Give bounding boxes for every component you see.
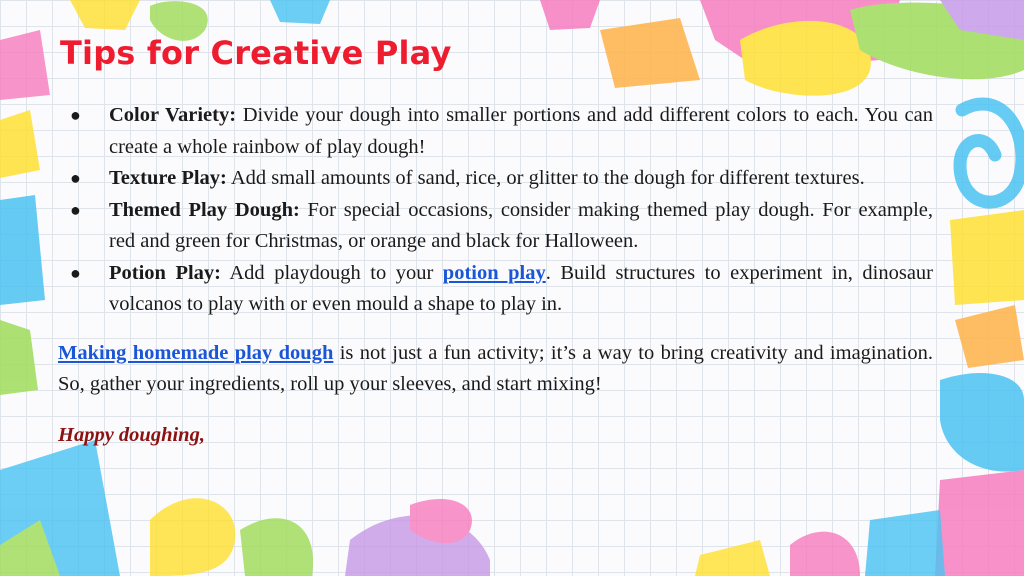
slide-title: Tips for Creative Play <box>60 34 452 72</box>
bottom-scribbles <box>0 440 945 576</box>
tip-term: Themed Play Dough: <box>109 198 300 221</box>
tip-item-texture-play <box>58 163 933 195</box>
slide-content <box>58 100 933 451</box>
right-edge-scribbles <box>935 104 1024 576</box>
tip-text: Add small amounts of sand, rice, or glitter to the dough for different textures. <box>226 167 865 189</box>
tip-term: Texture Play: <box>109 167 227 189</box>
signoff: Happy doughing, <box>58 423 205 446</box>
bullet-icon: ● <box>70 168 81 188</box>
tip-term: Color Variety: <box>109 104 237 126</box>
tip-text: Add playdough to your <box>221 261 443 284</box>
bullet-icon: ● <box>70 262 81 283</box>
tip-text: Divide your dough into smaller portions and add different colors to each. You can create a whole rainbow of play dough! <box>109 104 934 158</box>
tip-item-potion-play <box>58 258 933 321</box>
closing-paragraph <box>58 338 933 401</box>
bullet-icon: ● <box>70 199 81 220</box>
tip-term: Potion Play: <box>109 261 221 284</box>
homemade-play-dough-link[interactable]: Making homemade play dough <box>58 341 334 364</box>
top-right-scribbles <box>540 0 1024 96</box>
tip-item-color-variety <box>58 100 933 163</box>
tip-text: . Build structures to experiment in, dinosaur volcanos to play with or even mould a shape to play in. <box>109 261 933 315</box>
tip-text: For special occasions, consider making themed play dough. For example, red and green for Christmas, or orange and black for Halloween. <box>109 198 934 252</box>
bullet-icon: ● <box>70 105 81 125</box>
left-edge-scribbles <box>0 110 45 395</box>
tips-list <box>58 100 933 321</box>
closing-text: is not just a fun activity; it’s a way to bring creativity and imagination. So, gather your ingredients, roll up your sleeves, and start mixing! <box>58 341 933 395</box>
potion-play-link[interactable]: potion play <box>442 261 546 284</box>
tip-item-themed-play-dough <box>58 195 933 258</box>
